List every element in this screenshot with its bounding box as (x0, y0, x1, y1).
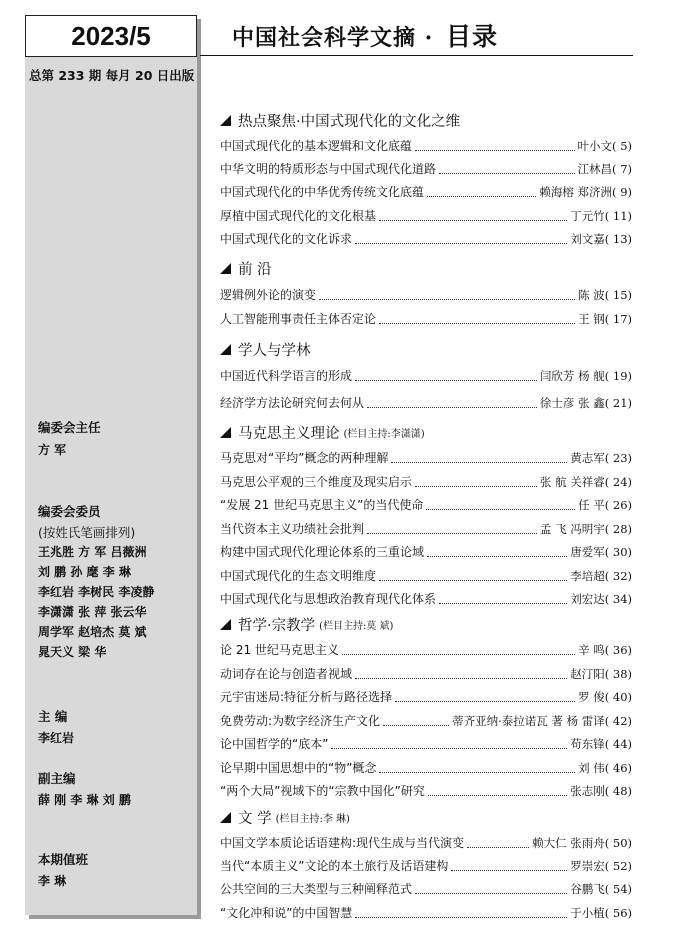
author-page: 赵汀阳( 38) (570, 666, 632, 681)
article-title: 免费劳动:为数字经济生产文化 (220, 713, 381, 728)
author-page: 孟 飞 冯明宇( 28) (539, 521, 632, 536)
duty-name: 李 琳 (38, 874, 67, 888)
triangle-bullet-icon (220, 263, 231, 274)
section-heading (220, 807, 350, 828)
author-page: 叶小文( 5) (577, 139, 632, 153)
section-title: 哲学·宗教学 (238, 618, 316, 634)
article-title: 论中国哲学的“底本” (220, 737, 329, 751)
toc-entry[interactable] (220, 134, 632, 154)
dot-leader (426, 509, 575, 510)
toc-entry[interactable] (220, 854, 632, 874)
dot-leader (355, 380, 537, 381)
toc-entry[interactable] (220, 877, 632, 897)
dot-leader (395, 701, 575, 702)
author-page: 唐爱军( 30) (570, 545, 632, 559)
author-page: 徐士彦 张 鑫( 21) (539, 395, 632, 410)
article-title: 构建中国式现代化理论体系的三重论域 (220, 545, 425, 559)
article-title: 中国式现代化的生态文明维度 (220, 568, 377, 583)
author-page: 丁元竹( 11) (570, 208, 632, 223)
author-page: 江林昌( 7) (577, 162, 632, 177)
dot-leader (367, 407, 537, 408)
author-page: 赖大仁 张雨舟( 50) (532, 836, 632, 850)
editor-label: 主 编 (38, 709, 68, 724)
editor-name: 李红岩 (38, 731, 75, 745)
toc-entry[interactable] (220, 517, 632, 537)
author-page: 李培超( 32) (570, 568, 632, 583)
deputy-names: 薛 刚 李 琳 刘 鹏 (38, 793, 131, 807)
toc-entry[interactable] (220, 283, 632, 303)
article-title: 经济学方法论研究何去何从 (220, 395, 365, 410)
author-page: 任 平( 26) (578, 498, 632, 512)
section-title: 文 学 (238, 811, 272, 827)
article-title: 动词存在论与创造者视域 (220, 666, 353, 681)
article-title: 中华文明的特质形态与中国式现代化道路 (220, 162, 437, 177)
section-heading (220, 110, 460, 131)
article-title: 当代资本主义功绩社会批判 (220, 521, 365, 536)
section-heading (220, 614, 393, 635)
article-title: 厚植中国式现代化的文化根基 (220, 208, 377, 223)
article-title: 人工智能刑事责任主体否定论 (220, 311, 377, 326)
author-page: 赖海榕 郑济洲( 9) (539, 185, 632, 200)
author-page: 蒂齐亚纳·泰拉诺瓦 著 杨 雷译( 42) (452, 713, 632, 728)
dot-leader (379, 323, 575, 324)
dot-leader (331, 748, 567, 749)
article-title: “发展 21 世纪马克思主义”的当代使命 (220, 498, 424, 512)
article-title: 论早期中国思想中的“物”概念 (220, 760, 377, 775)
toc-entry[interactable] (220, 391, 632, 411)
member-row: 李潇潇 张 萍 张云华 (38, 605, 147, 619)
dot-leader (367, 533, 537, 534)
article-title: 论 21 世纪马克思主义 (220, 643, 339, 657)
author-page: 王 钢( 17) (578, 311, 632, 326)
section-title: 学人与学林 (238, 343, 311, 359)
section-title: 热点聚焦·中国式现代化的文化之维 (238, 114, 461, 130)
toc-entry[interactable] (220, 227, 632, 247)
triangle-bullet-icon (220, 427, 231, 438)
deputy-label: 副主编 (38, 771, 76, 786)
article-title: 中国近代科学语言的形成 (220, 369, 353, 383)
issue-number: 2023/5 (25, 15, 197, 57)
toc-entry[interactable] (220, 446, 632, 466)
dot-leader (439, 603, 567, 604)
toc-entry[interactable] (220, 470, 632, 490)
members-label: 编委会委员 (38, 504, 101, 519)
article-title: 马克思公平观的三个维度及现实启示 (220, 474, 413, 489)
author-page: 张志刚( 48) (570, 784, 632, 798)
author-page: 刘宏达( 34) (570, 592, 632, 606)
toc-entry[interactable] (220, 540, 632, 560)
article-title: 马克思对“平均”概念的两种理解 (220, 451, 389, 465)
section-title: 马克思主义理论 (238, 426, 340, 442)
section-host-note: (栏目主持:莫 斌) (319, 621, 394, 632)
toc-entry[interactable] (220, 204, 632, 224)
journal-title: 中国社会科学文摘 · (232, 25, 442, 51)
toc-entry[interactable] (220, 732, 632, 752)
toc-entry[interactable] (220, 685, 632, 705)
author-page: 陈 波( 15) (578, 288, 632, 302)
toc-entry[interactable] (220, 493, 632, 513)
toc-entry[interactable] (220, 157, 632, 177)
contents-title: 目录 (445, 22, 498, 51)
author-page: 苟东锋( 44) (570, 737, 632, 751)
toc-entry[interactable] (220, 587, 632, 607)
dot-leader (415, 893, 567, 894)
section-host-note: (栏目主持:李 琳) (275, 814, 350, 825)
dot-leader (415, 150, 575, 151)
dot-leader (355, 243, 567, 244)
toc-entry[interactable] (220, 756, 632, 776)
author-page: 罗崇宏( 52) (570, 859, 632, 874)
dot-leader (439, 173, 575, 174)
triangle-bullet-icon (220, 619, 231, 630)
article-title: “两个大局”视域下的“宗教中国化”研究 (220, 784, 425, 798)
toc-entry[interactable] (220, 364, 632, 384)
members-list (38, 542, 154, 662)
author-page: 于小植( 56) (570, 905, 632, 920)
author-page: 刘 伟( 46) (578, 760, 632, 775)
dot-leader (383, 725, 449, 726)
page-title (232, 17, 498, 53)
member-row: 晁天义 梁 华 (38, 645, 107, 659)
author-page: 罗 俊( 40) (578, 690, 632, 704)
toc-entry[interactable] (220, 831, 632, 851)
section-heading (220, 339, 311, 360)
article-title: 中国文学本质论话语建构:现代生成与当代演变 (220, 836, 465, 850)
author-page: 闫欣芳 杨 舰( 19) (539, 369, 632, 383)
author-page: 辛 鸣( 36) (578, 643, 632, 657)
chief-name: 方 军 (38, 443, 67, 457)
duty-label: 本期值班 (38, 852, 89, 867)
dot-leader (427, 556, 567, 557)
issue-subtitle: 总第 233 期 每月 20 日出版 (29, 68, 195, 83)
section-heading (220, 258, 272, 279)
dot-leader (451, 870, 567, 871)
toc-entry[interactable] (220, 180, 632, 200)
section-heading (220, 422, 425, 443)
toc-entry[interactable] (220, 638, 632, 658)
dot-leader (379, 220, 567, 221)
chief-label: 编委会主任 (38, 420, 101, 435)
section-title: 前 沿 (238, 262, 272, 278)
article-title: 元宇宙迷局:特征分析与路径选择 (220, 690, 393, 704)
dot-leader (379, 772, 575, 773)
author-page: 刘文嘉( 13) (570, 231, 632, 246)
dot-leader (415, 486, 537, 487)
article-title: 中国式现代化的文化诉求 (220, 231, 353, 246)
dot-leader (355, 917, 567, 918)
dot-leader (355, 678, 567, 679)
dot-leader (427, 196, 536, 197)
toc-entry[interactable] (220, 901, 632, 921)
dot-leader (379, 580, 567, 581)
author-page: 谷鹏飞( 54) (570, 882, 632, 897)
dot-leader (342, 654, 575, 655)
toc-entry[interactable] (220, 662, 632, 682)
member-row: 李红岩 李树民 李凌静 (38, 585, 155, 599)
triangle-bullet-icon (220, 812, 231, 823)
article-title: 中国式现代化的中华优秀传统文化底蕴 (220, 185, 425, 200)
toc-entry[interactable] (220, 709, 632, 729)
author-page: 张 航 关祥睿( 24) (539, 474, 632, 489)
author-page: 黄志军( 23) (570, 451, 632, 465)
article-title: 逻辑例外论的演变 (220, 288, 317, 302)
triangle-bullet-icon (220, 344, 231, 355)
toc-entry[interactable] (220, 779, 632, 799)
section-host-note: (栏目主持:李潇潇) (343, 429, 425, 440)
member-row: 周学军 赵培杰 莫 斌 (38, 625, 147, 639)
member-row: 王兆胜 方 军 吕薇洲 (38, 545, 147, 559)
dot-leader (391, 462, 567, 463)
dot-leader (428, 795, 567, 796)
article-title: 中国式现代化的基本逻辑和文化底蕴 (220, 139, 413, 153)
members-note: (按姓氏笔画排列) (38, 525, 136, 540)
article-title: 当代“本质主义”文论的本土旅行及话语建构 (220, 859, 449, 874)
dot-leader (467, 847, 529, 848)
triangle-bullet-icon (220, 115, 231, 126)
toc-entry[interactable] (220, 564, 632, 584)
dot-leader (319, 299, 575, 300)
article-title: 中国式现代化与思想政治教育现代化体系 (220, 592, 437, 606)
header-rule (200, 55, 633, 56)
member-row: 刘 鹏 孙 麾 李 琳 (38, 565, 131, 579)
toc-entry[interactable] (220, 307, 632, 327)
article-title: 公共空间的三大类型与三种阐释范式 (220, 882, 413, 897)
article-title: “文化冲和说”的中国智慧 (220, 905, 353, 920)
